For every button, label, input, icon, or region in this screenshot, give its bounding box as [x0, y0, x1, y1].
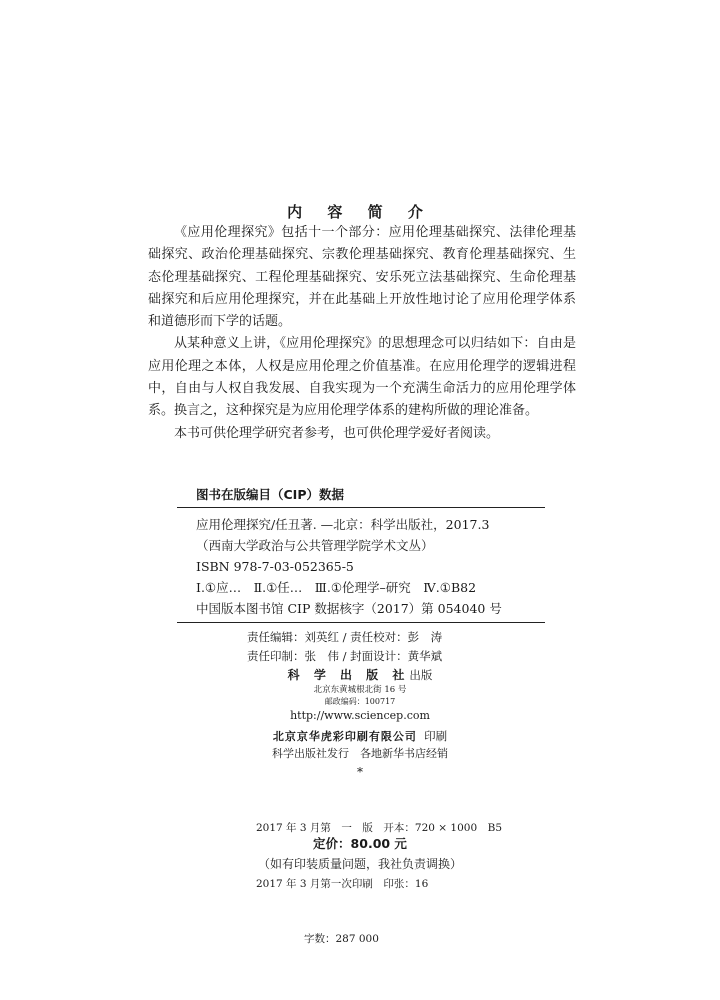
imprint-wordcount: 字数：287 000 — [304, 933, 379, 945]
cip-bottom-rule — [177, 622, 545, 623]
imprint-printing: 2017 年 3 月第一次印刷 印张：16 — [256, 877, 429, 890]
credits-editors: 责任编辑：刘英红 / 责任校对：彭 涛 — [247, 630, 443, 644]
price: 定价：80.00 元 — [313, 836, 407, 851]
printer-suffix: 印刷 — [424, 729, 448, 743]
publisher-url: http://www.sciencep.com — [290, 709, 430, 722]
printer-line — [0, 728, 720, 745]
quality-notice: （如有印装质量问题，我社负责调换） — [257, 857, 462, 871]
imprint-details — [256, 782, 502, 967]
cip-line-series: （西南大学政治与公共管理学院学术文丛） — [196, 538, 434, 553]
summary-body — [148, 222, 576, 445]
cip-line-number: 中国版本图书馆 CIP 数据核字（2017）第 054040 号 — [196, 601, 502, 616]
separator-star: * — [357, 765, 363, 779]
publisher-suffix: 出版 — [409, 668, 433, 682]
cip-record — [196, 514, 502, 619]
credits-production: 责任印制：张 伟 / 封面设计：黄华斌 — [247, 648, 443, 663]
publisher-address: 北京东黄城根北街 16 号 — [313, 685, 407, 695]
imprint-edition: 2017 年 3 月第 一 版 开本：720 × 1000 B5 — [256, 822, 503, 834]
printer-name: 北京京华虎彩印刷有限公司 — [272, 730, 417, 743]
summary-paragraph: 从某种意义上讲，《应用伦理探究》的思想理念可以归结如下：自由是应用伦理之本体，人权是应用伦理之价值基准。在应用伦理学的逻辑进程中，自由与人权自我发展、自我实现为一个充满生命活力的应用伦理学体系。换言之，这种探究是为应用伦理学体系的建构所做的理论准备。 — [148, 336, 576, 419]
cip-top-rule — [177, 507, 545, 508]
distribution-line: 科学出版社发行 各地新华书店经销 — [272, 747, 448, 760]
cip-header: 图书在版编目（CIP）数据 — [196, 487, 344, 502]
publisher-name: 科 学 出 版 社 — [287, 668, 410, 682]
summary-paragraph: 《应用伦理探究》包括十一个部分：应用伦理基础探究、法律伦理基础探究、政治伦理基础探究、宗教伦理基础探究、教育伦理基础探究、生态伦理基础探究、工程伦理基础探究、安乐死立法基础探究、生命伦理基础探究和后应用伦理探究，并在此基础上开放性地讨论了应用伦理学体系和道德形而下学的话题。 — [148, 225, 576, 330]
publisher-line — [0, 667, 720, 683]
cip-line-title: 应用伦理探究/任丑著. —北京：科学出版社，2017.3 — [196, 517, 490, 532]
cip-line-isbn: ISBN 978-7-03-052365-5 — [196, 559, 354, 574]
credits — [247, 628, 442, 665]
publisher-postal-code: 邮政编码：100717 — [324, 697, 396, 706]
summary-title: 内 容 简 介 — [287, 203, 433, 221]
cip-line-subjects: Ⅰ.①应… Ⅱ.①任… Ⅲ.①伦理学–研究 Ⅳ.①B82 — [196, 580, 477, 595]
summary-paragraph: 本书可供伦理学研究者参考，也可供伦理学爱好者阅读。 — [174, 425, 500, 441]
